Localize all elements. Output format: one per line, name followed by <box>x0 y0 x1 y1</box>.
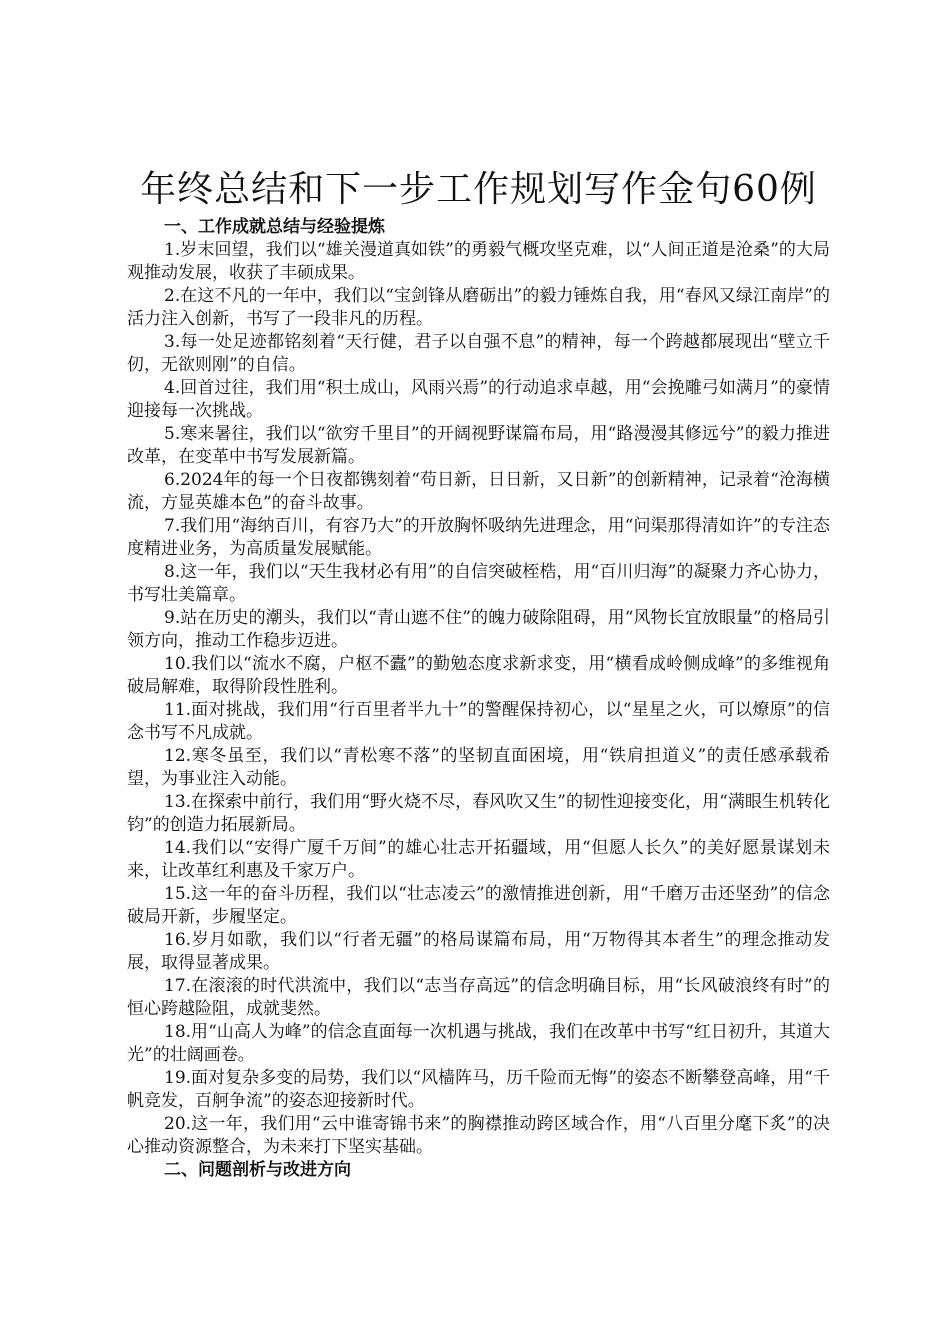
section-items <box>127 239 830 1159</box>
list-item: 11.面对挑战，我们用“行百里者半九十”的警醒保持初心，以“星星之火，可以燎原”的信念书写不凡成就。 <box>127 700 830 743</box>
list-item: 1.岁末回望，我们以“雄关漫道真如铁”的勇毅气概攻坚克难，以“人间正道是沧桑”的大局观推动发展，收获了丰硕成果。 <box>127 240 830 283</box>
list-item: 10.我们以“流水不腐，户枢不蠹”的勤勉态度求新求变，用“横看成岭侧成峰”的多维视角破局解难，取得阶段性胜利。 <box>127 654 830 697</box>
list-item: 8.这一年，我们以“天生我材必有用”的自信突破桎梏，用“百川归海”的凝聚力齐心协力，书写壮美篇章。 <box>127 562 830 605</box>
section-2 <box>127 1159 830 1182</box>
section-heading: 一、工作成就总结与经验提炼 <box>164 217 385 237</box>
list-item: 12.寒冬虽至，我们以“青松寒不落”的坚韧直面困境，用“铁肩担道义”的责任感承载希望，为事业注入动能。 <box>127 746 830 789</box>
list-item: 3.每一处足迹都铭刻着“天行健，君子以自强不息”的精神，每一个跨越都展现出“壁立千仞，无欲则刚”的自信。 <box>127 332 830 375</box>
list-item: 16.岁月如歌，我们以“行者无疆”的格局谋篇布局，用“万物得其本者生”的理念推动发展，取得显著成果。 <box>127 930 830 973</box>
section-1 <box>127 216 830 1159</box>
list-item: 6.2024年的每一个日夜都镌刻着“苟日新，日日新，又日新”的创新精神，记录着“沧海横流，方显英雄本色”的奋斗故事。 <box>127 470 830 513</box>
list-item: 9.站在历史的潮头，我们以“青山遮不住”的魄力破除阻碍，用“风物长宜放眼量”的格局引领方向，推动工作稳步迈进。 <box>127 608 830 651</box>
list-item: 4.回首过往，我们用“积土成山，风雨兴焉”的行动追求卓越，用“会挽雕弓如满月”的豪情迎接每一次挑战。 <box>127 378 830 421</box>
list-item: 5.寒来暑往，我们以“欲穷千里目”的开阔视野谋篇布局，用“路漫漫其修远兮”的毅力推进改革，在变革中书写发展新篇。 <box>127 424 830 467</box>
list-item: 18.用“山高人为峰”的信念直面每一次机遇与挑战，我们在改革中书写“红日初升，其道大光”的壮阔画卷。 <box>127 1022 830 1065</box>
section-heading: 二、问题剖析与改进方向 <box>164 1160 351 1180</box>
list-item: 19.面对复杂多变的局势，我们以“风樯阵马，历千险而无悔”的姿态不断攀登高峰，用“千帆竞发，百舸争流”的姿态迎接新时代。 <box>127 1068 830 1111</box>
list-item: 7.我们用“海纳百川，有容乃大”的开放胸怀吸纳先进理念，用“问渠那得清如许”的专注态度精进业务，为高质量发展赋能。 <box>127 516 830 559</box>
list-item: 20.这一年，我们用“云中谁寄锦书来”的胸襟推动跨区域合作，用“八百里分麾下炙”的决心推动资源整合，为未来打下坚实基础。 <box>127 1114 830 1157</box>
list-item: 15.这一年的奋斗历程，我们以“壮志凌云”的激情推进创新，用“千磨万击还坚劲”的信念破局开新，步履坚定。 <box>127 884 830 927</box>
list-item: 2.在这不凡的一年中，我们以“宝剑锋从磨砺出”的毅力锤炼自我，用“春风又绿江南岸”的活力注入创新，书写了一段非凡的历程。 <box>127 286 830 329</box>
list-item: 14.我们以“安得广厦千万间”的雄心壮志开拓疆域，用“但愿人长久”的美好愿景谋划未来，让改革红利惠及千家万户。 <box>127 838 830 881</box>
list-item: 13.在探索中前行，我们用“野火烧不尽，春风吹又生”的韧性迎接变化，用“满眼生机转化钧”的创造力拓展新局。 <box>127 792 830 835</box>
list-item: 17.在滚滚的时代洪流中，我们以“志当存高远”的信念明确目标，用“长风破浪终有时”的恒心跨越险阻，成就斐然。 <box>127 976 830 1019</box>
document-title: 年终总结和下一步工作规划写作金句60例 <box>140 169 817 210</box>
